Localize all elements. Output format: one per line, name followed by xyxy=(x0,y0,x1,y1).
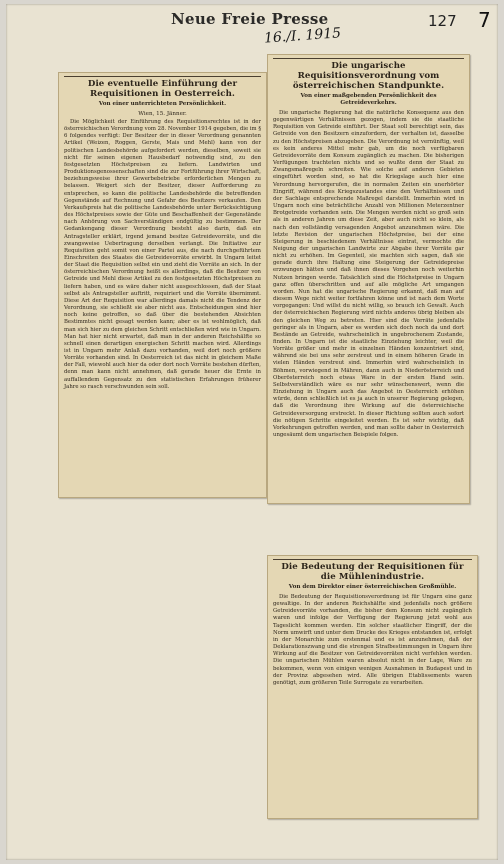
newspaper-masthead: Neue Freie Presse xyxy=(171,10,329,28)
handwritten-mark: 7 xyxy=(478,8,491,32)
article-paragraph: Die Möglichkeit der Einführung des Requisitionsrechtes ist in der österreichischen Verordnung vom 28. November 1914 gegeben, die im § 6 folgendes verfügt: Der Besitzer der in dieser Verordnung genannten Artikel (Weizen, Roggen, Gerste, Mais und Mehl) kann von der politischen Landesbehörde aufgefordert werden, dieselben, soweit sie nicht für seinen eigenen Hausbedarf notwendig sind, zu den festgesetzten Höchstpreisen zu liefern. Landwirten und Produktionsgenossenschaften sind die zur Fortführung ihrer Wirtschaft, beziehungsweise ihrer Gewerbebetriebe erforderlichen Mengen zu belassen. Weigert sich der Besitzer, dieser Aufforderung zu entsprechen, so kann die politische Landesbehörde die betreffenden Gegenstände auf Rechnung und Gefahr des Besitzers verkaufen. Den Verkaufspreis hat die politische Landesbehörde unter Berücksichtigung des Höchstpreises sowie der Güte und Beschaffenheit der Gegenstände nach Anhörung von Sachverständigen endgültig zu bestimmen. Der Gedankengang dieser Verordnung besteht also darin, daß ein Antragsteller erklärt, irgend jemand besitze Getreidevorräte, und die zwangsweise Uebertragung derselben verlangt. Die Initiative zur Requisition geht somit von einer Partei aus, die nach durchgeführtem Einschreiten des Staates die Getreidevorräte erwirbt. In Ungarn leitet der Staat die Requisition selbst ein und zieht die Vorräte an sich. In der österreichischen Verordnung heißt es allerdings, daß die Besitzer von Getreide und Mehl diese Artikel zu den festgesetzten Höchstpreisen zu liefern haben, und es wäre daher nicht ausgeschlossen, daß der Staat selbst als Antragsteller auftritt, requiriert und die Vorräte übernimmt. Diese Art der Requisition war allerdings damals nicht die Tendenz der Verordnung, sie schließt sie aber nicht aus. Entscheidungen sind hier noch keine getroffen, so daß über die bestehenden Absichten Bestimmtes nicht gesagt werden kann; aber es ist wohlmöglich, daß man sich hier zu dem gleichen Schritt entschließen wird wie in Ungarn. Man hat hier nicht erwartet, daß man in der anderen Reichshälfte so schnell einen derartigen energischen Schritt machen wird. Allerdings ist in Ungarn mehr Anlaß dazu vorhanden, weil dort noch größere Vorräte vorhanden sind. In Oesterreich ist das nicht in gleichem Maße der Fall, wiewohl auch hier da oder dort noch Vorräte bestehen dürften, denn man kann nicht annehmen, daß gerade heuer die Ernte in auffallendem Gegensatz zu den statistischen Erfahrungen früherer Jahre so rasch verschwunden sein soll. xyxy=(64,119,261,390)
article-headline: Die ungarische Requisitionsverordnung vom österreichischen Standpunkte. xyxy=(292,61,445,91)
article-paragraph: Die Bedeutung der Requisitionsverordnung ist für Ungarn eine ganz gewaltige. In der anderen Reichshälfte sind jedenfalls noch größere Getreidevorräte vorhanden, die bisher dem Konsum nicht zugänglich waren und infolge der Verfügung der Regierung jetzt wohl aus Tageslicht kommen werden. Ein solcher staatlicher Eingriff, der die Norm umwirft und unter dem Drucke des Krieges entstanden ist, erfolgt in der Monarchie zum erstenmal und es ist anzunehmen, daß der Deklarationszwang und die strengen Strafbestimmungen in Ungarn ihre Wirkung auf die Besitzer von Getreidevorräten nicht verfehlen werden. Die ungarischen Mühlen waren absolut nicht in der Lage, Ware zu bekommen, wenn von einigen wenigen Ausnahmen in Budapest und in der Provinz abgesehen wird. Alle übrigen Etablissements waren genötigt, zum größeren Teile Surrogate zu verarbeiten. xyxy=(273,594,472,686)
archive-sheet xyxy=(6,4,498,860)
article-body xyxy=(273,594,472,687)
handwritten-date: 16./I. 1915 xyxy=(263,25,342,47)
top-rule xyxy=(64,76,261,77)
article-headline: Die eventuelle Einführung der Requisitionen in Oesterreich. xyxy=(87,79,238,99)
article-body xyxy=(64,119,261,391)
article-byline: Von einer maßgebenden Persönlichkeit des Getreideverkehrs. xyxy=(300,93,437,106)
article-headline: Die Bedeutung der Requisitionen für die Mühlenindustrie. xyxy=(281,562,464,582)
article-byline: Von dem Direktor einer österreichischen Großmühle. xyxy=(288,584,457,590)
article-paragraph: Die ungarische Regierung hat die natürliche Konsequenz aus den gegenwärtigen Verhältnissen gezogen, indem sie die staatliche Requisition von Getreide einführt. Der Staat soll berechtigt sein, das Getreide von den Besitzern einzufordern, der verhalten ist, dasselbe zu den Höchstpreisen abzugeben. Die Verordnung ist vernünftig, weil es kein anderes Mittel mehr gab, um die noch verfügbaren Getreidevorräte dem Konsum zugänglich zu machen. Die bisherigen Verfügungen trachteten nichts und so wußte denn der Staat zu Zwangsmaßregeln schreiten. Wie solche auf anderen Gebieten eingeführt worden sind, so hat die Kriegslage auch hier eine Verordnung hervorgerufen, die in normalen Zeiten ein unerhörter Eingriff, während des Kriegszustandes eine den Verhältnissen und der Sachlage entsprechende Maßregel darstellt. Immerhin wird in Ungarn noch eine beträchtliche Anzahl von Millionen Meterzentner Brotgetreide vorhanden sein. Die Mengen werden nicht so groß sein als in anderen Jahren um diese Zeit, aber auch nicht so klein, als nach den vollständig versagenden Angebot anzunehmen wäre. Die letzte Revision der ungarischen Höchstpreise, bei der eine Steigerung in beschiedenem Verhältnisse eintrat, vermochte die Neigung der ungarischen Landwirte zur Abgabe ihrer Vorräte gar nicht zu erhöhen. Im Gegenteil, sie machten sich sagen, daß sie gerade durch ihre Haltung eine Steigerung der Getreidepreise erzwungen hätten und daß ihnen dieses Vorgehen noch weiterhin Nutzen bringen werde. Tatsächlich sind die Höchstpreise in Ungarn ganz offen überschritten und auf alle mögliche Art umgangen worden. Nun hat die ungarische Regierung erkannt, daß man auf diesem Wege nicht weiter fortfahren könne und ist nach dem Worte vorgegangen: Und willst du nicht willig, so brauch ich Gewalt. Auch der österreichischen Regierung wird nichts anderes übrig bleiben als den gleichen Weg zu betreten. Hier sind die Vorräte jedenfalls geringer als in Ungarn, aber es werden sich doch noch da und dort Bestände an Getreide, wahrscheinlich in ungebrochenem Zustande, finden. In Ungarn ist die staatliche Einziehung leichter, weil die Vorräte größer und mehr in einzelnen Händen konzentriert sind, während sie bei uns sehr zerstreut und in einem höheren Grade in vielen Händen verstreut sind. Immerhin wird wahrscheinlich in Böhmen, vorwiegend in Mähren, dann auch in Niederösterreich und Oberösterreich noch etwas Ware in der ersten Hand sein. Selbstverständlich wäre es nur sehr wünschenswert, wenn die Einziehung in Ungarn auch das Angebot in Oesterreich erhöhen würde, denn schließlich ist es ja auch in unserer Regierung gelegen, daß die Verordnung ihre Wirkung auf die österreichische Getreideversorgung erstreckt. In dieser Richtung sollten auch sofort die nötigen Schritte eingeleitet werden. Es ist sehr wichtig, daß Vorkehrungen getroffen werden, und man sollte daher in Oesterreich ungesäumt dem ungarischen Beispiele folgen. xyxy=(273,110,464,439)
article-body xyxy=(273,110,464,439)
article-dateline: Wien, 15. Jänner. xyxy=(138,111,187,117)
top-rule xyxy=(273,559,472,560)
clipping-article-mill-industry xyxy=(267,555,478,819)
clipping-article-hungarian-ordinance xyxy=(267,54,470,504)
page-number: 127 xyxy=(428,12,457,30)
clipping-article-eventual-requisitions xyxy=(58,72,267,498)
article-byline: Von einer unterrichteten Persönlichkeit. xyxy=(98,101,227,107)
top-rule xyxy=(273,58,464,59)
